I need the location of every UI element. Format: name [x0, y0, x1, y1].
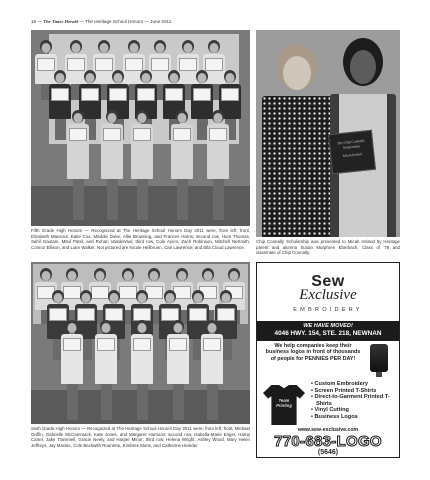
ad-address: 4046 HWY. 154, STE. 218, NEWNAN — [274, 330, 382, 337]
fifth-grade-photo — [31, 30, 250, 226]
ad-service-item: • Screen Printed T-Shirts — [311, 388, 399, 395]
honor-certificate — [169, 338, 187, 351]
sixth-grade-caption: Sixth Grade High Honors — Recognized at The Heritage School Honors Day 2011 were, from left, front, Michael Griffin, Gabrielle McCammack, Kate Jones, and Margaret Harrison; second row, Isabella-Marie Enger, Hamp Carter, Jake Trammell, Gracie Neely, and Harper Minor; third row, Helena Wright, Ashley Wood, Mary Helen Jeffreys, Jay Mackie, Cole Beckwith Rountree, Kimbree Moris, and Catherine Heinder. — [31, 426, 250, 448]
ad-logo — [257, 263, 399, 317]
honor-certificate — [51, 88, 69, 101]
student-figure — [167, 320, 189, 420]
presenter — [262, 44, 332, 237]
student-figure — [67, 110, 89, 220]
honor-certificate — [109, 88, 127, 101]
ad-services-list — [311, 381, 399, 421]
section-name: The Heritage School Honors — [85, 19, 143, 24]
thread-spool-base — [376, 372, 382, 377]
ad-logo-word: Sew — [311, 273, 345, 290]
ad-service-item: • Business Logos — [311, 414, 399, 421]
student-figure — [131, 110, 153, 220]
publication-name: The Times-Herald — [43, 19, 78, 24]
student-figure — [95, 320, 117, 420]
ad-pitch: We help companies keep their business logos in front of thousands of people for PENNIES PER DAY! — [265, 343, 361, 362]
honor-certificate — [221, 88, 239, 101]
honor-certificate — [209, 128, 227, 141]
honor-certificate — [133, 128, 151, 141]
honor-certificate — [137, 88, 155, 101]
plaque-line: The Chip Connally — [337, 138, 365, 146]
sixth-grade-photo — [31, 262, 250, 424]
honor-certificate — [69, 128, 87, 141]
header-separator: — — [79, 19, 84, 24]
student-figure — [171, 110, 193, 220]
ad-moved-band — [257, 321, 399, 341]
honor-certificate — [173, 128, 191, 141]
student-figure — [207, 110, 229, 220]
ad-service-item: • Direct-to-Garment Printed T-Shirts — [311, 394, 399, 407]
scholarship-caption: Chip Connally Scholarship was presented to Micah Ireland by Heritage parent and alumna Susan Murphree Eberbach, Class of '78 and classmate of Chip Connally. — [256, 239, 400, 256]
honor-certificate — [81, 88, 99, 101]
honor-certificate — [63, 338, 81, 351]
ad-moved: WE HAVE MOVED! — [303, 323, 353, 329]
ad-logo-script: Exclusive — [299, 287, 357, 303]
fifth-grade-caption: Fifth Grade High Honors — Recognized at The Heritage School Honors Day 2011 were, from left, front, Elizabeth Mansour, Katie Cox, Maddie Duke, Allie Browning, and Frances Harris; second row, Hunt Thomas, Sahil Gautam, Mitul Patel, and Rohan Vandervlus; third row, Cole Ayers, Zach Robinson, Mitchell NeSmith, Connor Ellison, and Liam Walker. Not pictured are Nicole Heilbrunn, Cari Lawrence, and Ella Cloud Lawrence. — [31, 228, 250, 250]
sew-exclusive-ad — [256, 262, 400, 458]
page-header — [31, 19, 171, 24]
student-figure — [61, 320, 83, 420]
ad-phone-ext: (5646) — [317, 449, 339, 456]
ad-service-item: • Vinyl Cutting — [311, 407, 399, 414]
student-figure — [131, 320, 153, 420]
issue-date: June 2011 — [150, 19, 172, 24]
header-separator: — — [144, 19, 149, 24]
thread-spool-icon — [370, 344, 388, 372]
plaque-line: Micah Ireland — [342, 151, 363, 158]
header-separator: — — [37, 19, 42, 24]
ad-website: www.sew-exclusive.com — [297, 427, 359, 433]
ad-phone: 770-683-LOGO — [274, 433, 382, 450]
page-number: 16 — [31, 19, 37, 24]
tshirt-print: Team Printing — [276, 398, 292, 408]
honor-certificate — [193, 88, 211, 101]
scholarship-photo — [256, 30, 400, 237]
plaque-line: Scholarship — [342, 144, 361, 150]
honor-certificate — [97, 338, 115, 351]
scholarship-plaque — [328, 130, 376, 174]
honor-certificate — [165, 88, 183, 101]
student-figure — [101, 110, 123, 220]
ad-logo-sub: EMBROIDERY — [293, 307, 363, 313]
ad-service-item: • Custom Embroidery — [311, 381, 399, 388]
honor-certificate — [133, 338, 151, 351]
student-figure — [201, 320, 223, 420]
honor-certificate — [103, 128, 121, 141]
honor-certificate — [203, 338, 221, 351]
